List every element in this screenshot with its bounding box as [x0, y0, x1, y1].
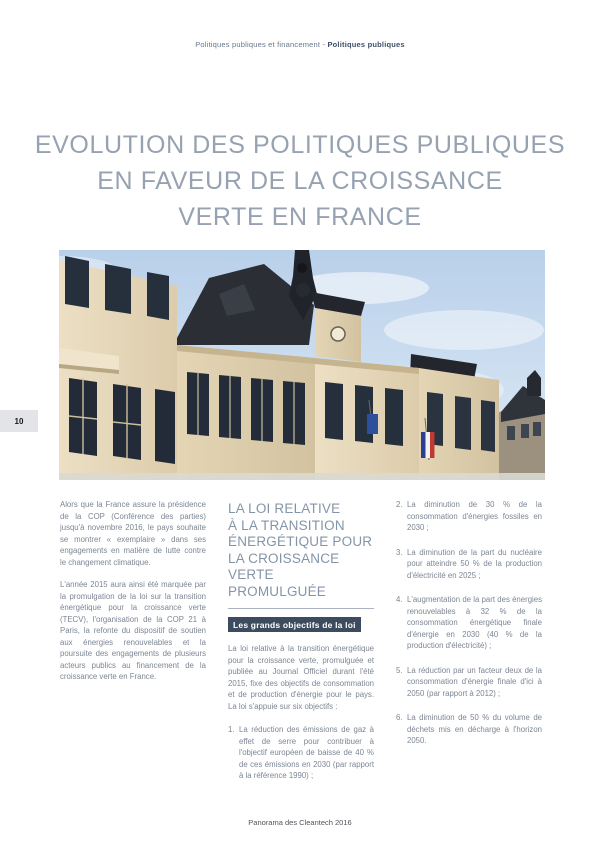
breadcrumb-current: Politiques publiques — [327, 40, 405, 49]
objective-item-6 — [396, 712, 542, 747]
page-title-line-1: EVOLUTION DES POLITIQUES PUBLIQUES — [34, 131, 566, 159]
page-title — [30, 127, 570, 235]
objective-item-5 — [396, 665, 542, 700]
objectives-badge: Les grands objectifs de la loi — [228, 617, 361, 632]
objective-item-4 — [396, 594, 542, 652]
intro-paragraph-2: L'année 2015 aura ainsi été marquée par la promulgation de la loi sur la transition énergétique pour la croissance verte (TECV), l'organisation de la COP 21 à Paris, la refonte du dispositif de soutien aux énergies renouvelables et la poursuite des engagements de plusieurs acteurs publics au financement de la croissance verte en France. — [60, 580, 206, 681]
objective-number: 4. — [396, 595, 403, 604]
section-heading-line-5: PROMULGUÉE — [228, 583, 327, 599]
page-title-line-2: EN FAVEUR DE LA CROISSANCE — [97, 167, 503, 195]
page-number: 10 — [14, 416, 24, 426]
section-heading-line-2: À LA TRANSITION — [228, 517, 345, 533]
heading-divider — [228, 608, 374, 609]
section-heading-line-1: LA LOI RELATIVE — [228, 501, 341, 516]
objective-text: L'augmentation de la part des énergies renouvelables à 32 % de la consommation énergétique finale d'énergie en 2030 (40 % de la production d'électricité) ; — [407, 595, 542, 650]
section-heading-line-3: ÉNERGÉTIQUE POUR — [228, 534, 373, 549]
column-objectives — [396, 499, 542, 795]
building-photo — [59, 250, 545, 480]
section-heading-line-4: LA CROISSANCE VERTE — [228, 550, 340, 582]
objective-text: La réduction par un facteur deux de la consommation d'énergie finale d'ici à 2050 (par rapport à 2012) ; — [407, 665, 542, 698]
objective-number: 2. — [396, 500, 403, 509]
section-heading — [228, 501, 374, 600]
page-title-line-3: VERTE EN FRANCE — [178, 203, 422, 231]
page-number-tab — [0, 410, 38, 432]
intro-paragraph-1: Alors que la France assure la présidence de la COP (Conférence des parties) jusqu'à novembre 2016, le pays souhaite se montrer « exemplaire » dans ses engagements en matière de lutte contre le changement climatique. — [60, 500, 206, 567]
column-intro — [60, 499, 206, 795]
building-photo-illustration — [59, 250, 545, 480]
body-columns — [60, 499, 542, 795]
page-footer: Panorama des Cleantech 2016 — [248, 818, 352, 827]
objective-item-3 — [396, 547, 542, 582]
breadcrumb — [0, 40, 600, 49]
objective-item-2 — [396, 499, 542, 534]
objective-number: 6. — [396, 713, 403, 722]
objective-text: La diminution de 50 % du volume de déchets mis en décharge à l'horizon 2050. — [407, 713, 542, 745]
column-law — [228, 499, 374, 795]
law-intro-paragraph: La loi relative à la transition énergétique pour la croissance verte, promulguée et publiée au Journal Officiel durant l'été 2015, fixe des objectifs de consommation et de production d'énergie pour le pays. La loi s'appuie sur six objectifs : — [228, 644, 374, 711]
objective-text: La diminution de 30 % de la consommation d'énergies fossiles en 2030 ; — [407, 500, 542, 532]
objective-number: 5. — [396, 665, 403, 675]
objective-number: 1. — [228, 725, 235, 734]
objective-text: La diminution de la part du nucléaire pour atteindre 50 % de la production d'électricité en 2025 ; — [407, 547, 542, 580]
breadcrumb-section: Politiques publiques et financement - — [195, 40, 328, 49]
objective-item-1 — [228, 724, 374, 782]
objective-number: 3. — [396, 547, 403, 557]
objective-text: La réduction des émissions de gaz à effet de serre pour contribuer à l'objectif européen de baisse de 40 % de ces émissions en 2030 (par rapport à la référence 1990) ; — [239, 725, 374, 780]
